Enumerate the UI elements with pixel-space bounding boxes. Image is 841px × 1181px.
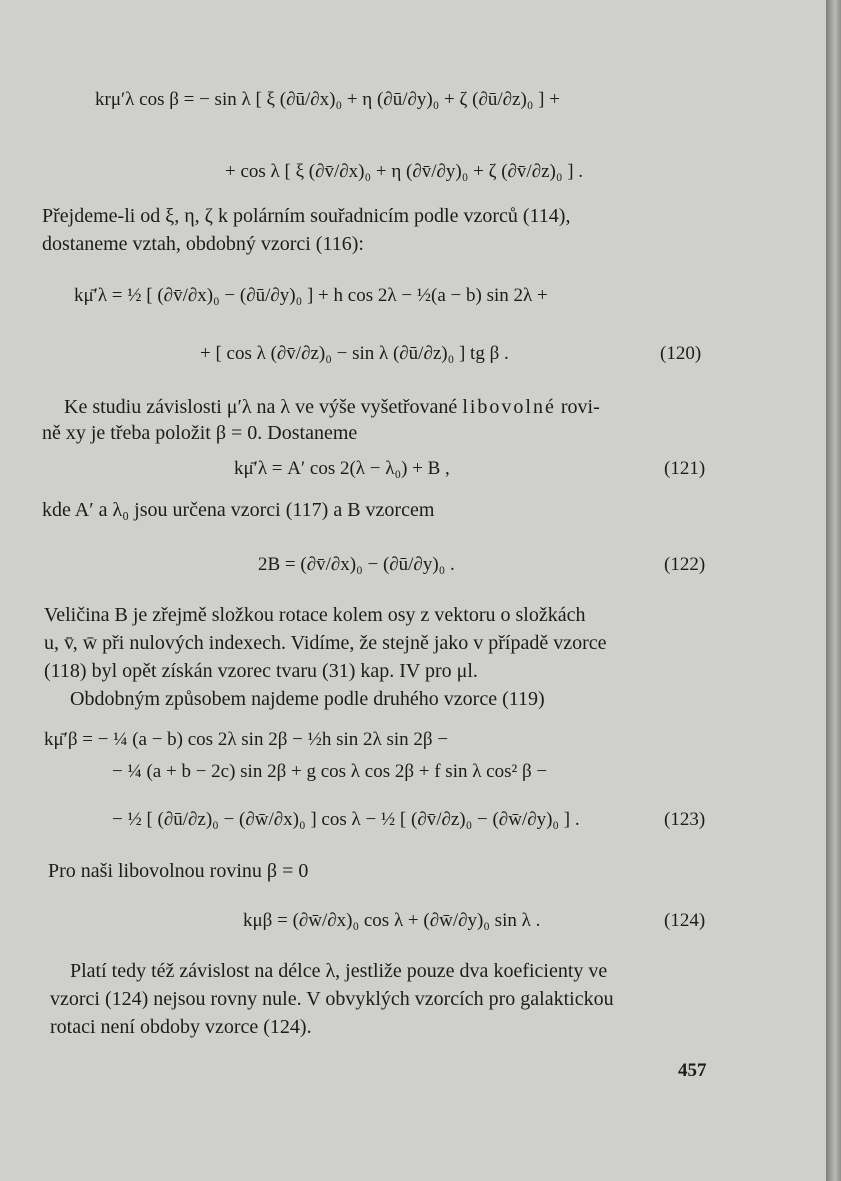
paragraph-line: vzorci (124) nejsou rovny nule. V obvyklých vzorcích pro galaktickou: [50, 988, 614, 1010]
page-number: 457: [678, 1060, 707, 1081]
paragraph-line: (118) byl opět získán vzorec tvaru (31) kap. IV pro μl.: [44, 660, 478, 682]
paragraph-line: Obdobným způsobem najdeme podle druhého vzorce (119): [70, 688, 545, 710]
paragraph-line: Platí tedy též závislost na délce λ, jestliže pouze dva koeficienty ve: [70, 960, 608, 982]
equation-line-10: kμβ = (∂w̄/∂x)₀ cos λ + (∂w̄/∂y)₀ sin λ .: [243, 910, 541, 931]
paragraph-line: [64, 395, 600, 419]
equation-number: (122): [664, 554, 706, 575]
paragraph-line: ně xy je třeba položit β = 0. Dostaneme: [42, 422, 358, 444]
paragraph-line: Přejdeme-li od ξ, η, ζ k polárním souřadnicím podle vzorců (114),: [42, 205, 571, 227]
equation-line-2: + cos λ [ ξ (∂v̄/∂x)₀ + η (∂v̄/∂y)₀ + ζ (∂v̄/∂z)₀ ] .: [225, 161, 584, 182]
paragraph-line: kde A′ a λ₀ jsou určena vzorci (117) a B vzorcem: [42, 499, 435, 521]
equation-line-9: − ½ [ (∂ū/∂z)₀ − (∂w̄/∂x)₀ ] cos λ − ½ [ (∂v̄/∂z)₀ − (∂w̄/∂y)₀ ] .: [112, 809, 580, 830]
paragraph-line: u, v̄, w̄ při nulových indexech. Vidíme, že stejně jako v případě vzorce: [44, 632, 607, 654]
equation-number: (123): [664, 809, 706, 830]
paragraph-line: Veličina B je zřejmě složkou rotace kolem osy z vektoru o složkách: [44, 604, 586, 626]
text-run: rovi-: [555, 396, 600, 418]
spaced-word: libovolné: [462, 396, 556, 418]
paragraph-line: Pro naši libovolnou rovinu β = 0: [48, 860, 309, 882]
equation-number: (120): [660, 343, 702, 364]
book-spine-shadow: [826, 0, 841, 1181]
text-run: Ke studiu závislosti μ′λ na λ ve výše vyšetřované: [64, 396, 463, 418]
equation-line-5: kμ̄′λ = A′ cos 2(λ − λ₀) + B ,: [234, 458, 450, 479]
equation-line-4: + [ cos λ (∂v̄/∂z)₀ − sin λ (∂ū/∂z)₀ ] tg β .: [200, 343, 509, 364]
equation-number: (121): [664, 458, 706, 479]
equation-number: (124): [664, 910, 706, 931]
equation-line-6: 2B = (∂v̄/∂x)₀ − (∂ū/∂y)₀ .: [258, 554, 455, 575]
paragraph-line: dostaneme vztah, obdobný vzorci (116):: [42, 233, 364, 255]
equation-line-8: − ¼ (a + b − 2c) sin 2β + g cos λ cos 2β + f sin λ cos² β −: [112, 761, 548, 782]
equation-line-1: krμ′λ cos β = − sin λ [ ξ (∂ū/∂x)₀ + η (∂ū/∂y)₀ + ζ (∂ū/∂z)₀ ] +: [95, 89, 560, 110]
paragraph-line: rotaci není obdoby vzorce (124).: [50, 1016, 312, 1038]
equation-line-3: kμ̄′λ = ½ [ (∂v̄/∂x)₀ − (∂ū/∂y)₀ ] + h cos 2λ − ½(a − b) sin 2λ +: [74, 285, 548, 306]
equation-line-7: kμ̄′β = − ¼ (a − b) cos 2λ sin 2β − ½h sin 2λ sin 2β −: [44, 729, 449, 750]
